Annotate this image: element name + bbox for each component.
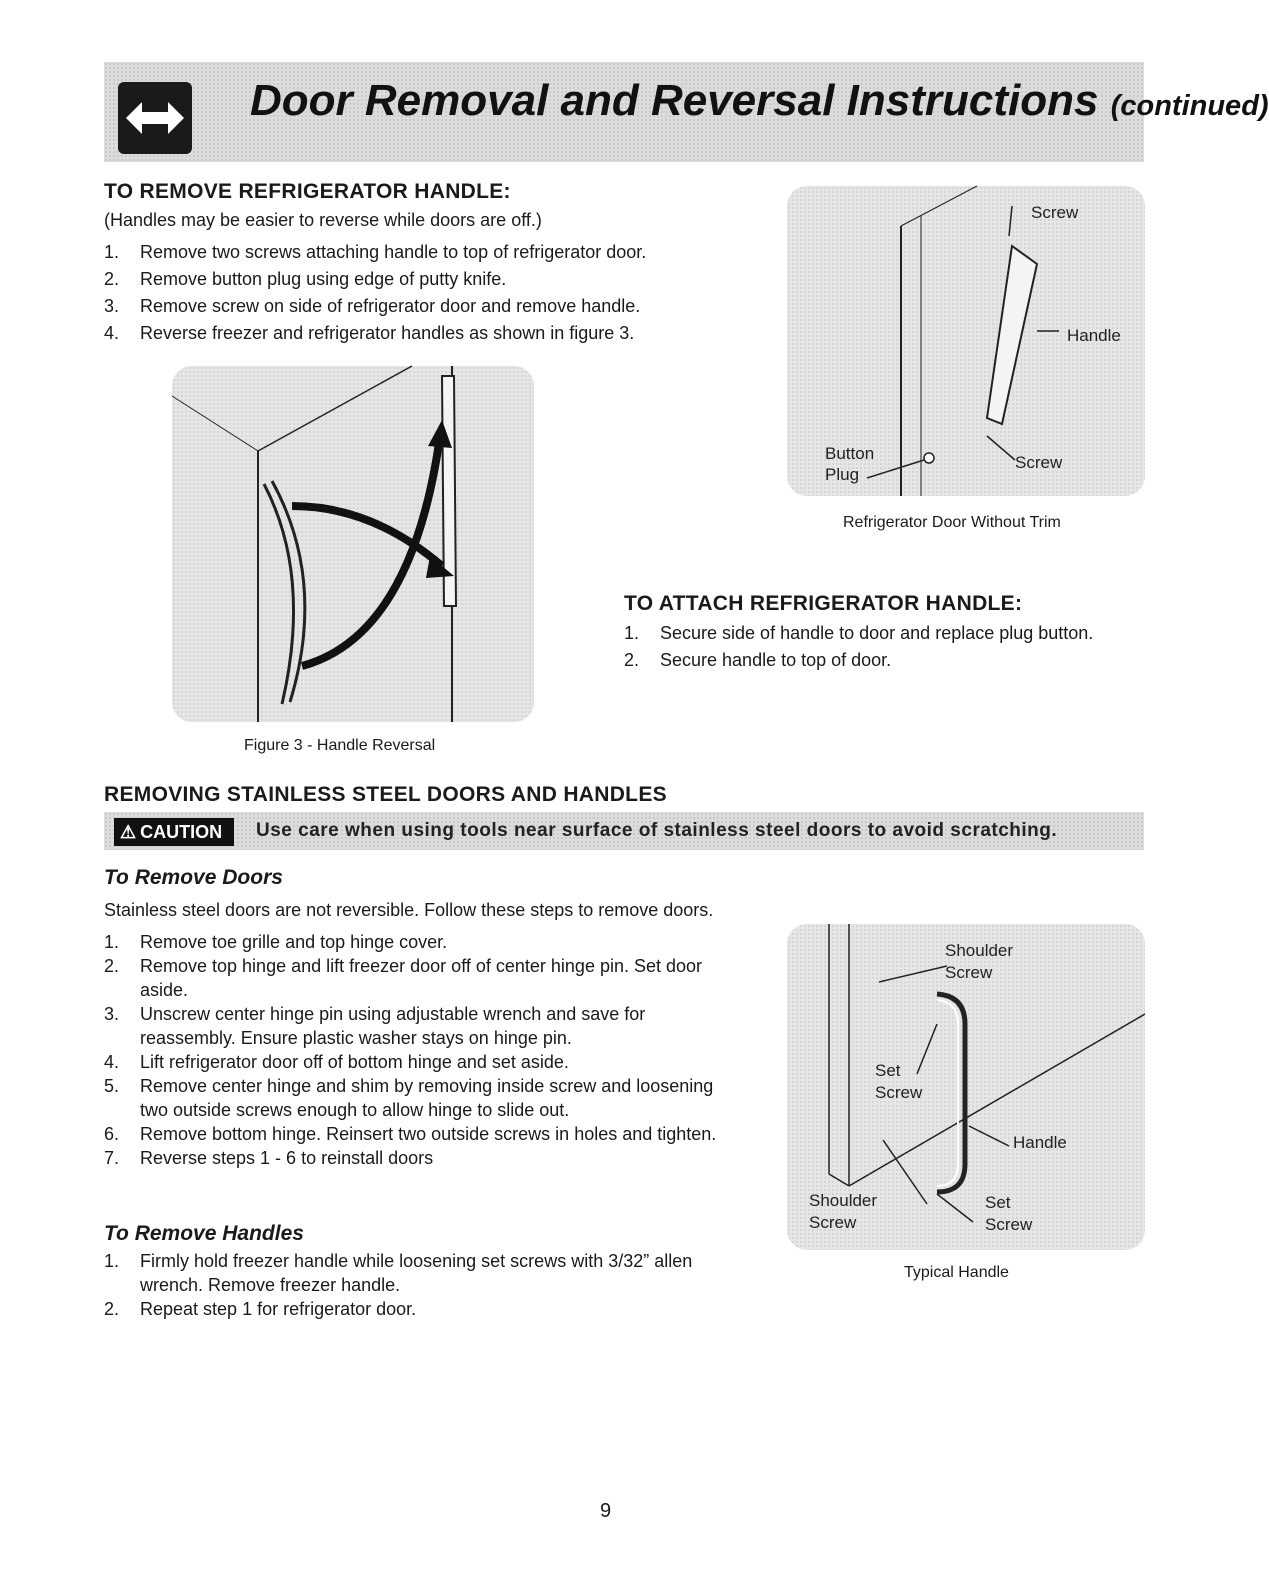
label-handle: Handle xyxy=(1067,326,1121,345)
label-screw-right: Screw xyxy=(985,1215,1033,1234)
caution-badge: ⚠ CAUTION xyxy=(114,818,234,846)
list-item: 2. Remove button plug using edge of putty knife. xyxy=(104,269,507,289)
remove-doors-heading: To Remove Doors xyxy=(104,866,283,889)
list-item: 2. Remove top hinge and lift freezer door off of center hinge pin. Set door aside. xyxy=(104,956,703,1000)
label-shoulder-bottom: Shoulder xyxy=(809,1191,878,1210)
label-button: Button xyxy=(825,444,875,463)
list-item: 2. Repeat step 1 for refrigerator door. xyxy=(104,1299,417,1319)
remove-handles-heading: To Remove Handles xyxy=(104,1222,304,1245)
remove-handle-heading: TO REMOVE REFRIGERATOR HANDLE: xyxy=(104,180,511,203)
list-item: 4. Reverse freezer and refrigerator handles as shown in figure 3. xyxy=(104,323,635,343)
label-screw-left: Screw xyxy=(875,1083,923,1102)
list-item: 3. Unscrew center hinge pin using adjustable wrench and save for reassembly. Ensure plastic washer stays on hinge pin. xyxy=(104,1004,646,1048)
attach-handle-steps xyxy=(624,621,1144,672)
figure-3-illustration xyxy=(172,366,534,722)
figure-3-caption: Figure 3 - Handle Reversal xyxy=(244,737,436,754)
list-item: 2. Secure handle to top of door. xyxy=(624,650,892,670)
list-item: 4. Lift refrigerator door off of bottom hinge and set aside. xyxy=(104,1052,569,1072)
label-handle: Handle xyxy=(1013,1133,1067,1152)
caution-text: Use care when using tools near surface of stainless steel doors to avoid scratching. xyxy=(256,820,1058,841)
list-item: 5. Remove center hinge and shim by removing inside screw and loosening two outside screws enough to allow hinge to slide out. xyxy=(104,1076,714,1120)
label-screw-top: Screw xyxy=(1031,203,1079,222)
label-screw-bottom: Screw xyxy=(809,1213,857,1232)
remove-doors-intro: Stainless steel doors are not reversible. Follow these steps to remove doors. xyxy=(104,900,714,920)
list-item: 7. Reverse steps 1 - 6 to reinstall doors xyxy=(104,1148,434,1168)
label-screw-bottom: Screw xyxy=(1015,453,1063,472)
list-item: 1. Remove toe grille and top hinge cover. xyxy=(104,932,448,952)
list-item: 1. Remove two screws attaching handle to top of refrigerator door. xyxy=(104,242,647,262)
list-item: 3. Remove screw on side of refrigerator door and remove handle. xyxy=(104,296,641,316)
list-item: 6. Remove bottom hinge. Reinsert two outside screws in holes and tighten. xyxy=(104,1124,717,1144)
label-set-right: Set xyxy=(985,1193,1011,1212)
warning-icon: ⚠ xyxy=(120,822,137,842)
label-plug: Plug xyxy=(825,465,860,484)
list-item: 1. Secure side of handle to door and replace plug button. xyxy=(624,623,1094,643)
remove-handle-note: (Handles may be easier to reverse while doors are off.) xyxy=(104,210,542,230)
remove-doors-steps xyxy=(104,930,764,1170)
label-screw-top: Screw xyxy=(945,963,993,982)
page-title: Door Removal and Reversal Instructions (continued) xyxy=(250,76,1269,125)
label-shoulder-top: Shoulder xyxy=(945,941,1014,960)
stainless-heading: REMOVING STAINLESS STEEL DOORS AND HANDLES xyxy=(104,783,667,806)
remove-handles-steps xyxy=(104,1249,764,1321)
list-item: 1. Firmly hold freezer handle while loosening set screws with 3/32” allen wrench. Remove freezer handle. xyxy=(104,1251,693,1295)
attach-handle-heading: TO ATTACH REFRIGERATOR HANDLE: xyxy=(624,592,1023,615)
typical-handle-illustration xyxy=(787,924,1145,1250)
double-arrow-icon xyxy=(118,82,192,154)
door-without-trim-illustration xyxy=(787,186,1145,496)
door-without-trim-caption: Refrigerator Door Without Trim xyxy=(843,514,1061,531)
typical-handle-caption: Typical Handle xyxy=(904,1264,1009,1281)
label-set-left: Set xyxy=(875,1061,901,1080)
page-number: 9 xyxy=(600,1500,612,1522)
remove-handle-steps xyxy=(104,240,724,345)
